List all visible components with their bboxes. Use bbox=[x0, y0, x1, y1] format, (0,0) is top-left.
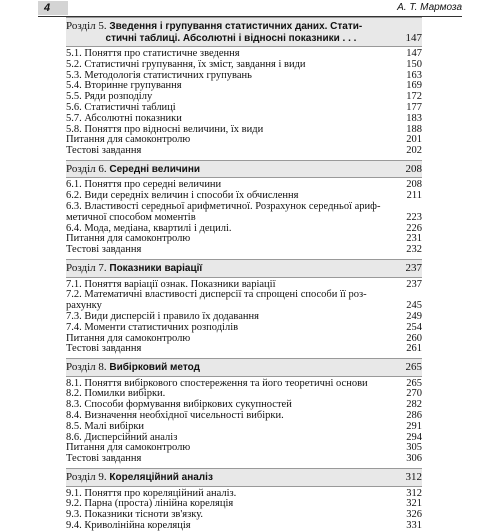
entry-page: 226 bbox=[406, 222, 422, 234]
entry-title: 5.3. Методологія статистичних групувань bbox=[66, 69, 252, 81]
section-prefix: Розділ 8. bbox=[66, 361, 107, 374]
entry-page: 321 bbox=[406, 498, 422, 510]
toc-section-5 bbox=[66, 17, 422, 160]
entry-title: 9.2. Парна (проста) лінійна кореляція bbox=[66, 498, 234, 510]
entry-title: 6.2. Види середніх величин і способи їх обчислення bbox=[66, 190, 299, 202]
entry-title: 7.2. Математичні властивості дисперсії та спрощені способи її роз- bbox=[66, 289, 367, 301]
toc-section-8 bbox=[66, 358, 422, 468]
entry-page: 211 bbox=[406, 190, 422, 202]
entry-title: Питання для самоконтролю bbox=[66, 134, 191, 146]
entry-page: 331 bbox=[406, 519, 422, 531]
entry-title: 9.3. Показники тісноти зв'язку. bbox=[66, 509, 204, 521]
section-prefix: Розділ 5. bbox=[66, 20, 107, 32]
entry-title-line2: рахунку bbox=[66, 300, 102, 312]
entry-page: 306 bbox=[406, 453, 422, 465]
entry-page: 150 bbox=[406, 58, 422, 70]
section-title: Середні величини bbox=[109, 163, 201, 175]
section-page: 312 bbox=[405, 471, 422, 483]
entry-page: 172 bbox=[406, 91, 422, 103]
entry-title: 8.6. Дисперсійний аналіз bbox=[66, 431, 178, 443]
entry-title: 5.4. Вторинне групування bbox=[66, 80, 182, 92]
entry-page: 260 bbox=[406, 332, 422, 344]
entry-page: 201 bbox=[406, 134, 422, 146]
entry-title: Питання для самоконтролю bbox=[66, 332, 191, 344]
entry-title: Тестові завдання bbox=[66, 453, 142, 465]
entry-title: 7.1. Поняття варіації ознак. Показники варіації bbox=[66, 278, 276, 290]
entry-page: 223 bbox=[406, 211, 422, 223]
section-page: 237 bbox=[405, 262, 422, 275]
section-heading bbox=[66, 17, 422, 47]
entry-page: 232 bbox=[406, 244, 422, 256]
section-title: Кореляційний аналіз bbox=[109, 472, 213, 483]
entry-title: Питання для самоконтролю bbox=[66, 442, 191, 454]
entry-page: 326 bbox=[406, 509, 422, 521]
section-page: 265 bbox=[405, 361, 422, 374]
entry-title: 8.1. Поняття вибіркового спостереження та його теоретичні основи bbox=[66, 377, 368, 389]
entry-page: 245 bbox=[406, 300, 422, 312]
entry-page: 270 bbox=[406, 388, 422, 400]
section-title: Зведення і групування статистичних даних. Стати- bbox=[109, 21, 363, 32]
entry-page: 294 bbox=[406, 431, 422, 443]
entry-title: 6.4. Мода, медіана, квартилі і децилі. bbox=[66, 222, 232, 234]
entry-title: 5.6. Статистичні таблиці bbox=[66, 101, 176, 113]
entry-page: 282 bbox=[406, 399, 422, 411]
entry-page: 254 bbox=[406, 321, 422, 333]
section-page: 147 bbox=[405, 31, 422, 44]
section-title-line2: стичні таблиці. Абсолютні і відносні показники . . . bbox=[105, 32, 357, 44]
entry-page: 202 bbox=[406, 145, 422, 157]
entry-page: 208 bbox=[406, 179, 422, 191]
entry-title: 6.3. Властивості середньої арифметичної. Розрахунок середньої ариф- bbox=[66, 201, 381, 213]
entry-title: 5.8. Поняття про відносні величини, їх види bbox=[66, 123, 264, 135]
entry-page: 163 bbox=[406, 69, 422, 81]
entry-title: 7.4. Моменти статистичних розподілів bbox=[66, 321, 239, 333]
section-heading bbox=[66, 468, 422, 487]
entry-page: 286 bbox=[406, 410, 422, 422]
entry-title: 8.5. Малі вибірки bbox=[66, 420, 145, 432]
toc-section-6 bbox=[66, 160, 422, 259]
entry-page: 291 bbox=[406, 420, 422, 432]
section-heading bbox=[66, 160, 422, 179]
entry-title: Тестові завдання bbox=[66, 145, 142, 157]
entry-title: 9.4. Криволінійна кореляція bbox=[66, 519, 191, 531]
toc-entry[interactable] bbox=[66, 454, 422, 465]
section-page: 208 bbox=[405, 162, 422, 175]
page-header bbox=[0, 0, 500, 18]
section-heading bbox=[66, 358, 422, 377]
toc-entry[interactable] bbox=[66, 146, 422, 157]
entry-title: 6.1. Поняття про середні величини bbox=[66, 179, 222, 191]
entry-page: 312 bbox=[406, 487, 422, 499]
entry-title: 5.1. Поняття про статистичне зведення bbox=[66, 48, 240, 59]
entry-title: Тестові завдання bbox=[66, 343, 142, 355]
section-heading bbox=[66, 259, 422, 278]
section-title: Вибірковий метод bbox=[109, 362, 200, 374]
toc-entry[interactable] bbox=[66, 344, 422, 355]
section-prefix: Розділ 9. bbox=[66, 471, 107, 483]
entry-title: Тестові завдання bbox=[66, 244, 142, 256]
entry-page: 177 bbox=[406, 101, 422, 113]
entry-title-line2: метичної способом моментів bbox=[66, 211, 196, 223]
table-of-contents bbox=[66, 17, 422, 532]
entry-page: 261 bbox=[406, 343, 422, 355]
section-prefix: Розділ 7. bbox=[66, 262, 107, 275]
toc-entry[interactable] bbox=[66, 290, 422, 312]
entry-title: 5.7. Абсолютні показники bbox=[66, 112, 182, 124]
entry-title: 5.5. Ряди розподілу bbox=[66, 91, 153, 103]
section-prefix: Розділ 6. bbox=[66, 162, 107, 175]
entry-page: 265 bbox=[406, 377, 422, 389]
page-number: 4 bbox=[38, 1, 68, 15]
entry-title: 8.3. Способи формування вибіркових сукупностей bbox=[66, 399, 292, 411]
toc-entry[interactable] bbox=[66, 521, 422, 532]
entry-title: 9.1. Поняття про кореляційний аналіз. bbox=[66, 487, 237, 499]
entry-page: 305 bbox=[406, 442, 422, 454]
entry-page: 147 bbox=[406, 48, 422, 59]
author-name: А. Т. Мармоза bbox=[397, 2, 462, 13]
entry-page: 237 bbox=[406, 278, 422, 290]
toc-section-7 bbox=[66, 259, 422, 358]
entry-page: 231 bbox=[406, 233, 422, 245]
entry-page: 183 bbox=[406, 112, 422, 124]
entry-title: 7.3. Види дисперсій і правило їх додавання bbox=[66, 310, 259, 322]
entry-title: 8.2. Помилки вибірки. bbox=[66, 388, 166, 400]
entry-title: Питання для самоконтролю bbox=[66, 233, 191, 245]
entry-page: 249 bbox=[406, 310, 422, 322]
toc-entry[interactable] bbox=[66, 245, 422, 256]
entry-page: 169 bbox=[406, 80, 422, 92]
entry-title: 8.4. Визначення необхідної чисельності вибірки. bbox=[66, 410, 284, 422]
section-title: Показники варіації bbox=[109, 263, 203, 275]
entry-title: 5.2. Статистичні групування, їх зміст, завдання і види bbox=[66, 58, 306, 70]
toc-entry[interactable] bbox=[66, 202, 422, 224]
entry-page: 188 bbox=[406, 123, 422, 135]
